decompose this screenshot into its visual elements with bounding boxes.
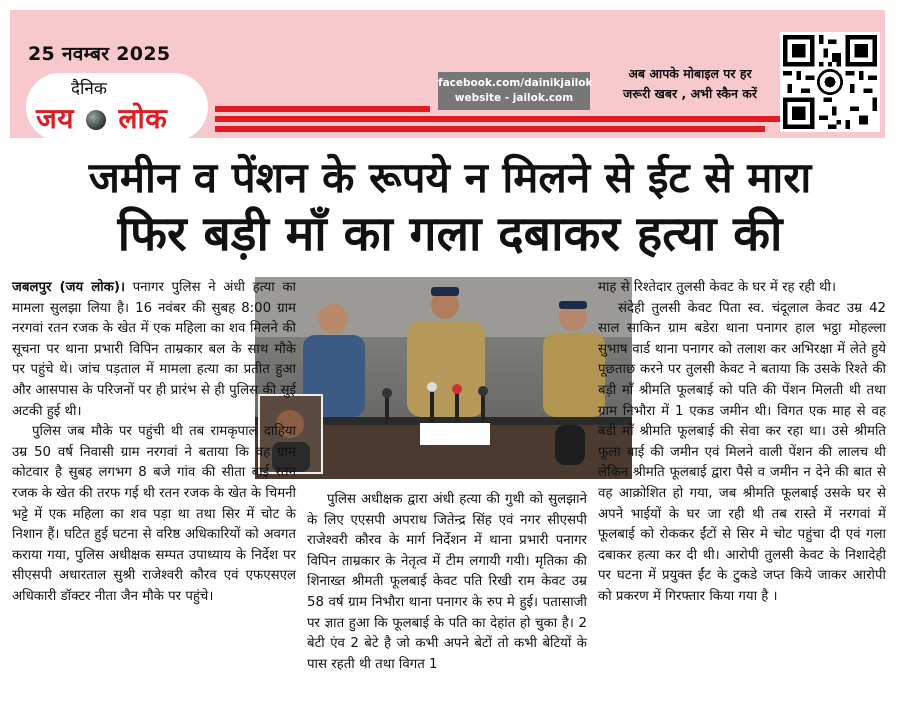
website-link[interactable]: website - jailok.com xyxy=(454,92,574,104)
masthead-band xyxy=(10,10,885,138)
paragraph-text: पनागर पुलिस ने अंधी हत्या का मामला सुलझा लिया है। 16 नवंबर की सुबह 8:00 ग्राम नरगवां रतन रजक के खेत में एक महिला का शव मिलने की सूचना पर थाना प्रभारी विपिन ताम्रकार बल के साथ मौके पर पहुंचे थे। जांच पड़ताल में मामला हत्या का प्रतीत हुआ और आसपास के परिजनों पर ही प्रारंभ से ही पुलिस की सुई अटकी हुई थी। xyxy=(12,280,296,419)
article-paragraph xyxy=(12,278,296,422)
article-paragraph: पुलिस जब मौके पर पहुंची थी तब रामकृपाल दाहिया उम्र 50 वर्ष निवासी ग्राम नरगवां ने बताया कि वह ग्राम कोटवार है सुबह लगभग 8 बजे गांव की सीता बाई रतन रजक के खेत की तरफ गई थी रतन रजक के खेत के चिमनी भट्टे में एक महिला का शव पड़ा था तथा सिर में चोट के निशान हैं। घटित हुई घटना से वरिष्ठ अधिकारियों को अवगत कराया गया, पुलिस अधीक्षक सम्पत उपाध्याय के निर्देश पर सीएसपी अधारताल सुश्री राजेश्वरी कौरव एवं एफएसएल अधिकारी डॉक्टर नीता जैन मौके पर पहुंचे। xyxy=(12,424,296,604)
masthead-rule xyxy=(215,106,430,112)
logo-word-2: लोक xyxy=(118,102,168,135)
article-paragraph: माह से रिश्तेदार तुलसी केवट के घर में रह रही थी। xyxy=(598,280,836,295)
newspaper-logo xyxy=(26,73,208,141)
qr-code-icon[interactable] xyxy=(780,32,880,132)
headline-line-2: फिर बड़ी माँ का गला दबाकर हत्या की xyxy=(117,206,783,262)
logo-wordmark xyxy=(36,99,167,137)
scan-prompt-line-1: अब आपके मोबाइल पर हर xyxy=(628,66,752,81)
headline-line-1: जमीन व पेंशन के रूपये न मिलने से ईट से मारा xyxy=(88,153,812,202)
scan-prompt-line-2: जरूरी खबर , अभी स्कैन करें xyxy=(622,86,757,101)
article-paragraph: पुलिस अधीक्षक द्वारा अंधी हत्या की गुथी को सुलझाने के लिए एएसपी अपराध जितेन्द्र सिंह एवं नगर सीएसपी राजेश्वरी कौरव के मार्ग निर्देशन में थाना प्रभारी पनागर विपिन ताम्रकार के नेतृत्व में टीम लगायी गयी। मृतिका की शिनाख्त श्रीमती फूलबाई केवट पति रिखी राम केवट उम्र 58 वर्ष ग्राम निभौरा थाना पनागर के रुप मे हुई। पतासाजी पर ज्ञात हुआ कि फूलबाई के पति का देहांत हो चुका है। 2 बेटी एंव 2 बेटे है जो कभी अपने बेटों तो कभी बेटियों के पास रहती थी तथा विगत 1 xyxy=(307,492,587,672)
masthead-rule xyxy=(215,126,765,132)
article-column-3 xyxy=(598,278,886,608)
article-paragraph: संदेही तुलसी केवट पिता स्व. चंदूलाल केवट उम्र 42 साल साकिन ग्राम बडेरा थाना पनागर हाल भट्ठा मोहल्ला सुभाष वार्ड थाना पनागर को तलाश कर अभिरक्षा में लेते हुये पूछताछ करने पर तुलसी केवट ने बताया कि उसके रिश्ते की बड़ी माँ श्रीमति फूलबाई को पति की पेंशन मिलती थी तथा ग्राम निभौरा में 1 एकड जमीन थी। विगत एक माह से वह बडी माँ श्रीमति फूलबाई की सेवा कर रहा था। उसे श्रीमति फूला बाई की जमीन एवं मिलने वाली पेंशन की लालच थी लेकिन श्रीमति फूलबाई द्वारा पैसे व जमीन न देने की बात से वह आक्रोशित हो गया, जब श्रीमति फूलबाई उसके घर से अपने भाईयों के घर जा रही थी तब रास्ते में नरगवां में फूलबाई को रोककर ईंटों से सिर मे चोट पहुंचा दी एवं गला दबाकर हत्या कर दी थी। आरोपी तुलसी केवट के निशादेही पर घटना में प्रयुक्त ईंट के टुकडे जप्त किये जाकर आरोपी को प्रकरण में गिरफ्तार किया गया है । xyxy=(598,300,886,604)
dateline: जबलपुर (जय लोक)। xyxy=(12,280,125,295)
whatsapp-icon xyxy=(818,70,841,93)
facebook-link[interactable]: facebook.com/dainikjailok xyxy=(438,77,593,89)
logo-subtitle: दैनिक xyxy=(71,79,107,99)
article-column-1 xyxy=(12,278,296,608)
logo-word-1: जय xyxy=(36,102,75,135)
scan-prompt xyxy=(610,64,770,104)
issue-date: 25 नवम्बर 2025 xyxy=(28,43,171,65)
press-conference-photo xyxy=(255,277,632,479)
social-links-box[interactable] xyxy=(438,72,593,110)
article-column-2 xyxy=(307,490,587,675)
globe-icon xyxy=(86,110,106,130)
